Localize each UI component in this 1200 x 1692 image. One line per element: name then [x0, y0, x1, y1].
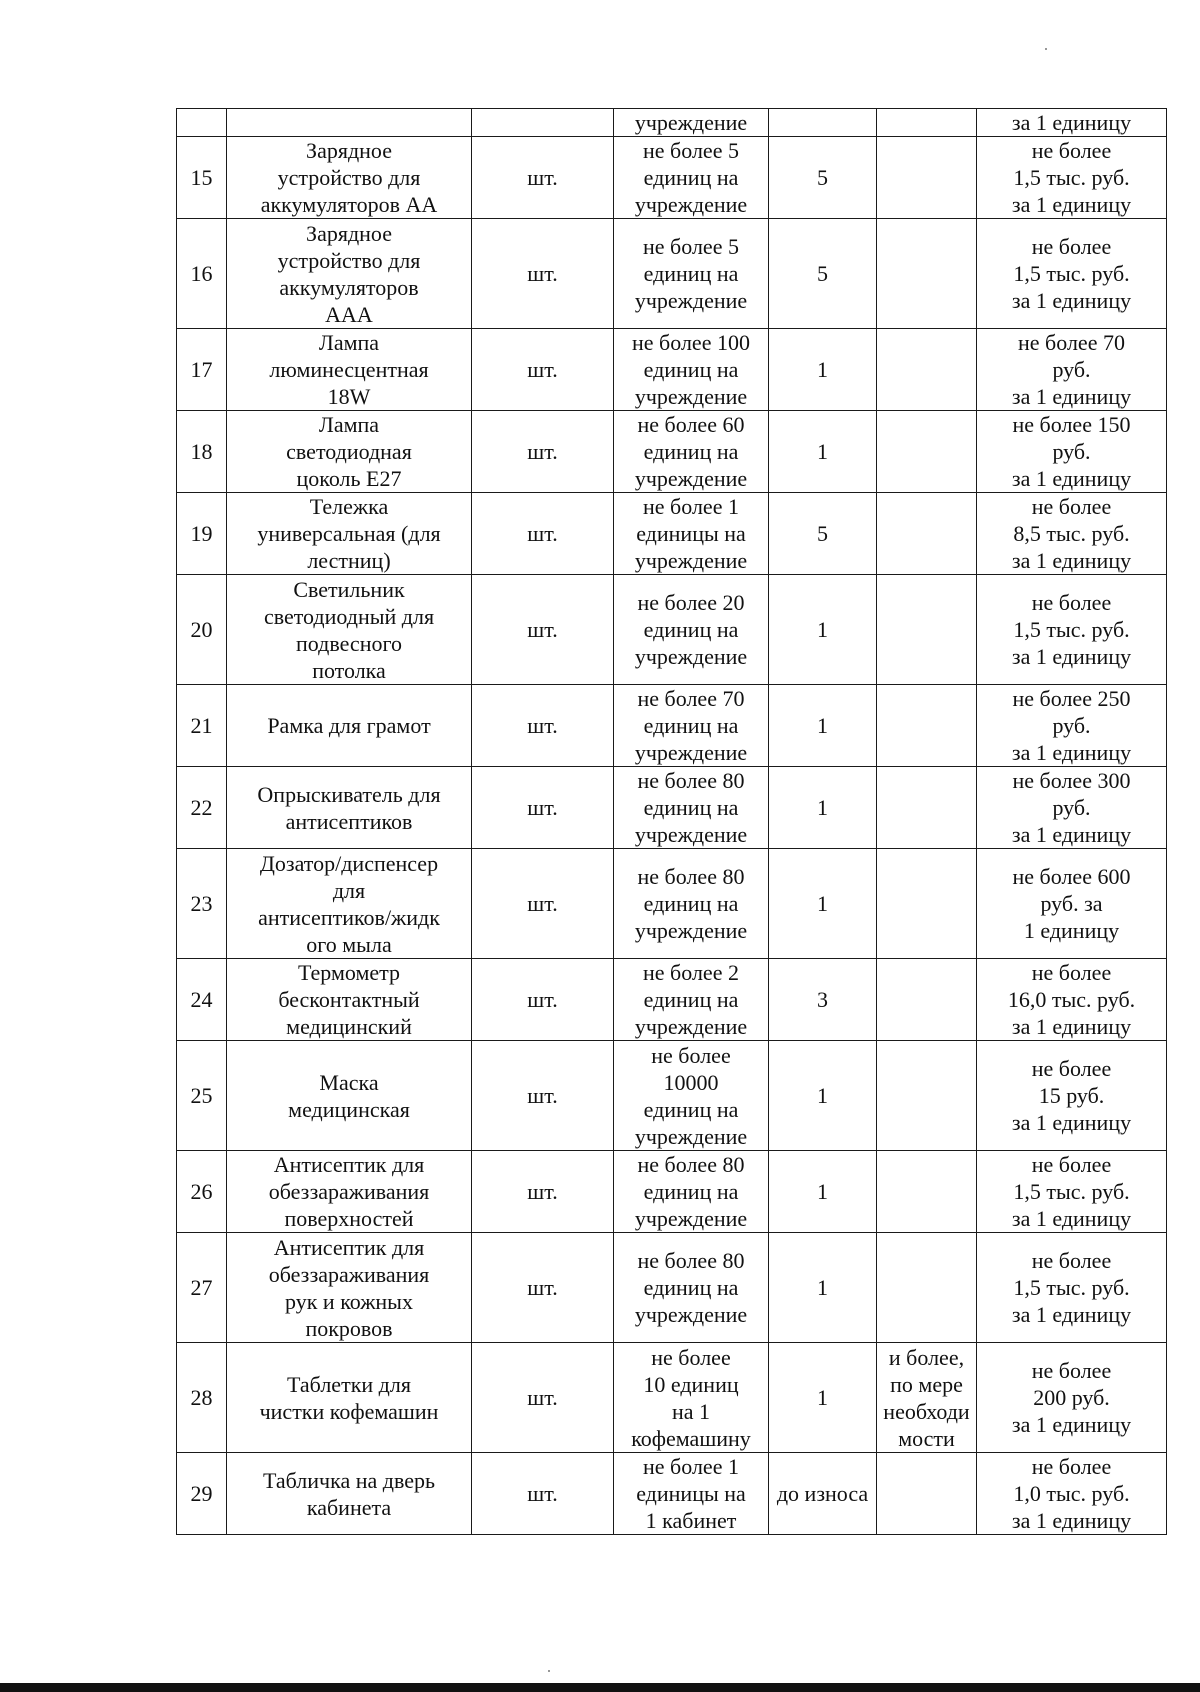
scan-speck: [548, 1670, 550, 1672]
cell-note: [877, 109, 977, 137]
cell-num: 15: [177, 137, 227, 219]
cell-num: 22: [177, 767, 227, 849]
table-row: [177, 137, 1167, 219]
cell-years: 1: [769, 1041, 877, 1151]
cell-name: Опрыскиватель для антисептиков: [227, 767, 472, 849]
cell-unit: шт.: [472, 959, 614, 1041]
cell-note: [877, 329, 977, 411]
cell-name: Антисептик для обеззараживания поверхностей: [227, 1151, 472, 1233]
cell-unit: шт.: [472, 1041, 614, 1151]
cell-qty: не более 1 единицы на 1 кабинет: [614, 1453, 769, 1535]
cell-note: [877, 1453, 977, 1535]
table-row: [177, 109, 1167, 137]
cell-unit: шт.: [472, 849, 614, 959]
cell-price: не более 1,5 тыс. руб. за 1 единицу: [977, 219, 1167, 329]
cell-name: Зарядное устройство для аккумуляторов ААА: [227, 219, 472, 329]
cell-num: 25: [177, 1041, 227, 1151]
table-row: [177, 1151, 1167, 1233]
cell-num: 24: [177, 959, 227, 1041]
cell-note: [877, 411, 977, 493]
cell-years: 5: [769, 219, 877, 329]
cell-note: [877, 959, 977, 1041]
cell-years: 1: [769, 685, 877, 767]
cell-qty: не более 20 единиц на учреждение: [614, 575, 769, 685]
cell-unit: шт.: [472, 219, 614, 329]
cell-price: не более 600 руб. за 1 единицу: [977, 849, 1167, 959]
cell-note: [877, 575, 977, 685]
cell-num: 23: [177, 849, 227, 959]
cell-num: 16: [177, 219, 227, 329]
cell-num: 20: [177, 575, 227, 685]
cell-qty: не более 10 единиц на 1 кофемашину: [614, 1343, 769, 1453]
cell-qty: не более 1 единицы на учреждение: [614, 493, 769, 575]
table-row: [177, 685, 1167, 767]
cell-name: Рамка для грамот: [227, 685, 472, 767]
cell-years: 1: [769, 1343, 877, 1453]
cell-unit: шт.: [472, 685, 614, 767]
cell-note: и более, по мере необходи мости: [877, 1343, 977, 1453]
cell-price: не более 70 руб. за 1 единицу: [977, 329, 1167, 411]
cell-price: не более 15 руб. за 1 единицу: [977, 1041, 1167, 1151]
cell-note: [877, 137, 977, 219]
cell-years: до износа: [769, 1453, 877, 1535]
cell-unit: шт.: [472, 1343, 614, 1453]
cell-num: 27: [177, 1233, 227, 1343]
table-row: [177, 849, 1167, 959]
table-row: [177, 219, 1167, 329]
cell-unit: шт.: [472, 493, 614, 575]
cell-unit: [472, 109, 614, 137]
cell-years: 1: [769, 1233, 877, 1343]
cell-price: не более 1,5 тыс. руб. за 1 единицу: [977, 575, 1167, 685]
cell-note: [877, 1151, 977, 1233]
cell-price: не более 1,5 тыс. руб. за 1 единицу: [977, 1151, 1167, 1233]
cell-qty: не более 70 единиц на учреждение: [614, 685, 769, 767]
cell-note: [877, 849, 977, 959]
cell-price: не более 150 руб. за 1 единицу: [977, 411, 1167, 493]
cell-unit: шт.: [472, 1151, 614, 1233]
table-row: [177, 1453, 1167, 1535]
cell-price: не более 300 руб. за 1 единицу: [977, 767, 1167, 849]
cell-qty: не более 80 единиц на учреждение: [614, 1151, 769, 1233]
cell-years: 1: [769, 849, 877, 959]
cell-years: 5: [769, 137, 877, 219]
cell-name: Таблетки для чистки кофемашин: [227, 1343, 472, 1453]
cell-name: Маска медицинская: [227, 1041, 472, 1151]
cell-price: не более 200 руб. за 1 единицу: [977, 1343, 1167, 1453]
cell-name: Лампа люминесцентная 18W: [227, 329, 472, 411]
cell-qty: не более 80 единиц на учреждение: [614, 1233, 769, 1343]
cell-qty: не более 2 единиц на учреждение: [614, 959, 769, 1041]
cell-qty: учреждение: [614, 109, 769, 137]
table-row: [177, 767, 1167, 849]
cell-qty: не более 80 единиц на учреждение: [614, 849, 769, 959]
cell-unit: шт.: [472, 767, 614, 849]
cell-price: не более 8,5 тыс. руб. за 1 единицу: [977, 493, 1167, 575]
cell-note: [877, 1041, 977, 1151]
cell-years: 1: [769, 329, 877, 411]
cell-num: [177, 109, 227, 137]
cell-num: 19: [177, 493, 227, 575]
cell-price: за 1 единицу: [977, 109, 1167, 137]
cell-price: не более 1,5 тыс. руб. за 1 единицу: [977, 137, 1167, 219]
cell-years: [769, 109, 877, 137]
cell-years: 3: [769, 959, 877, 1041]
cell-name: Антисептик для обеззараживания рук и кожных покровов: [227, 1233, 472, 1343]
scan-speck: [1045, 48, 1047, 50]
cell-qty: не более 100 единиц на учреждение: [614, 329, 769, 411]
cell-num: 21: [177, 685, 227, 767]
cell-name: [227, 109, 472, 137]
cell-years: 1: [769, 411, 877, 493]
items-table: [176, 108, 1167, 1535]
table-row: [177, 411, 1167, 493]
cell-qty: не более 5 единиц на учреждение: [614, 219, 769, 329]
cell-num: 17: [177, 329, 227, 411]
cell-price: не более 1,5 тыс. руб. за 1 единицу: [977, 1233, 1167, 1343]
cell-years: 1: [769, 767, 877, 849]
cell-unit: шт.: [472, 329, 614, 411]
cell-unit: шт.: [472, 1233, 614, 1343]
cell-name: Лампа светодиодная цоколь Е27: [227, 411, 472, 493]
cell-qty: не более 60 единиц на учреждение: [614, 411, 769, 493]
cell-unit: шт.: [472, 411, 614, 493]
cell-price: не более 250 руб. за 1 единицу: [977, 685, 1167, 767]
cell-qty: не более 10000 единиц на учреждение: [614, 1041, 769, 1151]
cell-name: Табличка на дверь кабинета: [227, 1453, 472, 1535]
table-row: [177, 329, 1167, 411]
cell-name: Светильник светодиодный для подвесного потолка: [227, 575, 472, 685]
cell-qty: не более 80 единиц на учреждение: [614, 767, 769, 849]
table-row: [177, 959, 1167, 1041]
cell-note: [877, 493, 977, 575]
cell-num: 29: [177, 1453, 227, 1535]
cell-years: 1: [769, 575, 877, 685]
table-row: [177, 493, 1167, 575]
cell-num: 28: [177, 1343, 227, 1453]
cell-years: 1: [769, 1151, 877, 1233]
cell-name: Тележка универсальная (для лестниц): [227, 493, 472, 575]
cell-note: [877, 767, 977, 849]
cell-unit: шт.: [472, 137, 614, 219]
cell-name: Дозатор/диспенсер для антисептиков/жидк ого мыла: [227, 849, 472, 959]
cell-num: 18: [177, 411, 227, 493]
cell-unit: шт.: [472, 575, 614, 685]
cell-price: не более 1,0 тыс. руб. за 1 единицу: [977, 1453, 1167, 1535]
cell-years: 5: [769, 493, 877, 575]
cell-unit: шт.: [472, 1453, 614, 1535]
table-row: [177, 1343, 1167, 1453]
scan-bottom-edge: [0, 1683, 1200, 1692]
cell-num: 26: [177, 1151, 227, 1233]
cell-name: Зарядное устройство для аккумуляторов АА: [227, 137, 472, 219]
table-row: [177, 1041, 1167, 1151]
cell-name: Термометр бесконтактный медицинский: [227, 959, 472, 1041]
cell-note: [877, 219, 977, 329]
cell-price: не более 16,0 тыс. руб. за 1 единицу: [977, 959, 1167, 1041]
table-row: [177, 575, 1167, 685]
cell-note: [877, 685, 977, 767]
cell-note: [877, 1233, 977, 1343]
cell-qty: не более 5 единиц на учреждение: [614, 137, 769, 219]
table-row: [177, 1233, 1167, 1343]
